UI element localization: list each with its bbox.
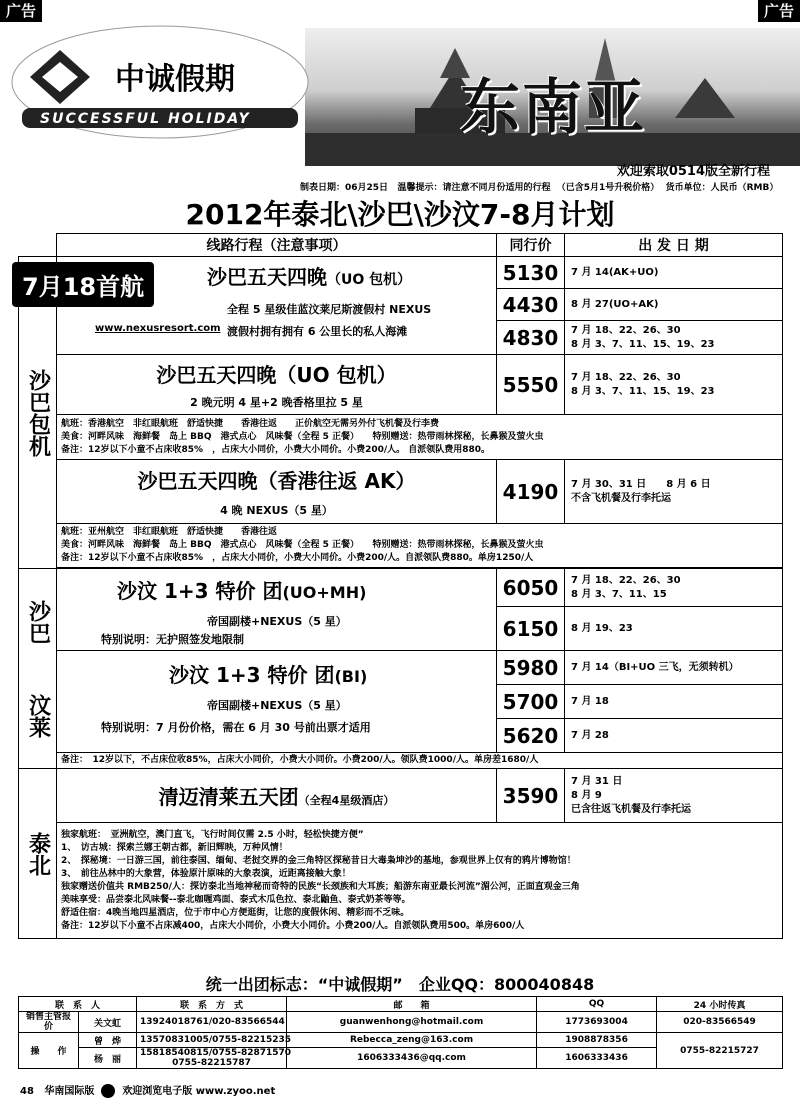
contact-col-fax: 24 小时传真 bbox=[657, 997, 783, 1012]
contact-email[interactable]: Rebecca_zeng@163.com bbox=[287, 1033, 537, 1048]
departure-dates: 7 月 14（BI+UO 三飞，无须转机） bbox=[565, 651, 783, 685]
meta-line bbox=[300, 180, 778, 193]
route-chiangmai bbox=[57, 769, 497, 823]
table-row bbox=[19, 415, 783, 460]
contact-qq: 1908878356 bbox=[537, 1033, 657, 1048]
brand-name-cn: 中诚假期 bbox=[115, 62, 235, 97]
route-title: 沙巴五天四晚（UO 包机） bbox=[156, 363, 397, 387]
route-title: 沙汶 1+3 特价 团 bbox=[117, 579, 283, 603]
contact-qq: 1773693004 bbox=[537, 1012, 657, 1033]
departure-dates: 7 月 30、31 日 8 月 6 日 不含飞机餐及行李托运 bbox=[565, 460, 783, 524]
notes: 独家航班： 亚洲航空，澳门直飞，飞行时间仅需 2.5 小时，轻松快捷方便” 1、 访古城：探索兰娜王朝古都，新旧辉映，万种风情！ 2、 探秘境：一日游三国，前往泰国、缅甸、老挝交界的金三角特区探秘昔日大毒枭坤沙的基地，参观世界上仅有的鸦片博物馆！ 3、 前往丛林中的大象营，体验原汁原味的大象表演，近距离接触大象！ 独家赠送价值共 RMB250/人：探访泰北当地神秘而奇特的民族“长颈族和大耳族；船游东南亚最长河流”湄公河，正面直观金三角 美味享受：品尝泰北风味餐--泰北咖喱鸡面、泰式木瓜色拉、泰北鼬鱼、泰式奶茶等等。 舒适住宿：4晚当地四星酒店，位于市中心方便逛街，让您的度假休闲、精彩而不乏味。 备注：12岁以下小童不占床减400，占床大小同价，小费大小同价。小费200/人。自派领队费用500。单房600/人 bbox=[57, 823, 783, 939]
contact-fax: 0755-82215727 bbox=[657, 1033, 783, 1069]
price: 5550 bbox=[497, 355, 565, 415]
special-note: 特别说明：无护照签发地限制 bbox=[101, 633, 244, 646]
departure-dates: 8 月 27(UO+AK) bbox=[565, 289, 783, 321]
contact-name: 曾 烨 bbox=[79, 1033, 137, 1048]
contact-row bbox=[19, 1033, 783, 1048]
page-number: 48 bbox=[20, 1086, 34, 1097]
route-detail: 渡假村拥有拥有 6 公里长的私人海滩 bbox=[227, 325, 408, 338]
meta-valid: （已含5月1号升税价格） bbox=[556, 183, 660, 193]
route-title: 沙汶 1+3 特价 团 bbox=[169, 663, 335, 687]
departure-dates: 7 月 18、22、26、30 8 月 3、7、11、15、19、23 bbox=[565, 355, 783, 415]
contact-qq: 1606333436 bbox=[537, 1048, 657, 1069]
header-route: 线路行程（注意事项） bbox=[57, 234, 497, 257]
table-row bbox=[19, 460, 783, 524]
route-detail: 帝国副楼+NEXUS（5 星） bbox=[207, 699, 347, 712]
contact-email[interactable]: guanwenhong@hotmail.com bbox=[287, 1012, 537, 1033]
price: 4190 bbox=[497, 460, 565, 524]
region-thai: 泰北 bbox=[19, 769, 57, 939]
route-title: 清迈清莱五天团 bbox=[158, 785, 299, 809]
notes: 航班：亚州航空 非红眼航班 舒适快捷 香港往返 美食：河畔风味 海鲜餐 岛上 BBQ 港式点心 风味餐（全程 5 正餐） 特别赠送：热带雨林探秘，长鼻猴及萤火虫 备注：12岁以下小童不占床收85% ，占床大小同价，小费大小同价。小费200/人。自派领队费880。单房1250/人 bbox=[57, 524, 783, 568]
paper-name: 华南国际版 bbox=[44, 1086, 95, 1097]
resort-url[interactable]: www.nexusresort.com bbox=[95, 323, 221, 334]
contact-col-phone: 联 系 方 式 bbox=[137, 997, 287, 1012]
table-row bbox=[19, 355, 783, 415]
contact-phone: 13924018761/020-83566544 bbox=[137, 1012, 287, 1033]
route-detail: 帝国副楼+NEXUS（5 星） bbox=[207, 615, 347, 628]
contact-header bbox=[19, 997, 783, 1012]
departure-dates: 7 月 31 日 8 月 9 已含往返飞机餐及行李托运 bbox=[565, 769, 783, 823]
notes: 航班：香港航空 非红眼航班 舒适快捷 香港往返 正价航空无需另外付飞机餐及行李费 美食：河畔风味 海鲜餐 岛上 BBQ 港式点心 风味餐（全程 5 正餐） 特别赠送：热带雨林探秘，长鼻猴及萤火虫 备注：12岁以下小童不占床收85% ，占床大小同价，小费大小同价。小费200/人。 自派领队费用880。 bbox=[57, 415, 783, 460]
page-footer bbox=[20, 1082, 275, 1098]
destination-title: 东南亚 bbox=[460, 73, 646, 143]
header bbox=[0, 0, 800, 200]
table-row bbox=[19, 769, 783, 823]
route-detail: 4 晚 NEXUS（5 星） bbox=[220, 504, 333, 517]
route-sabah-charter-2 bbox=[57, 355, 497, 415]
departure-dates: 7 月 18、22、26、30 8 月 3、7、11、15、19、23 bbox=[565, 321, 783, 355]
route-suffix: （UO 包机） bbox=[327, 272, 412, 288]
header-price: 同行价 bbox=[497, 234, 565, 257]
brand-name-en: SUCCESSFUL HOLIDAY bbox=[40, 111, 251, 127]
route-detail: 全程 5 星级佳蓝汶莱尼斯渡假村 NEXUS bbox=[227, 303, 432, 316]
table-row bbox=[19, 823, 783, 939]
contact-col-email: 邮 箱 bbox=[287, 997, 537, 1012]
contact-fax: 020-83566549 bbox=[657, 1012, 783, 1033]
price: 6050 bbox=[497, 569, 565, 607]
route-detail: 2 晚元明 4 星+2 晚香格里拉 5 星 bbox=[190, 396, 363, 409]
contact-role: 销售主管报 价 bbox=[19, 1012, 79, 1033]
route-title: 沙巴五天四晚 bbox=[207, 265, 327, 289]
paper-logo-icon bbox=[101, 1084, 115, 1098]
price: 5130 bbox=[497, 257, 565, 289]
price: 3590 bbox=[497, 769, 565, 823]
route-sabah-ak bbox=[57, 460, 497, 524]
route-suffix: （全程4星级酒店） bbox=[298, 794, 395, 807]
contact-phone: 15818540815/0755-82871570 0755-82215787 bbox=[137, 1048, 287, 1069]
welcome-text: 欢迎索取0514版全新行程 bbox=[616, 164, 770, 179]
departure-dates: 7 月 18 bbox=[565, 685, 783, 719]
brand-logo bbox=[10, 22, 310, 142]
contact-col-person: 联 系 人 bbox=[19, 997, 137, 1012]
departure-dates: 7 月 18、22、26、30 8 月 3、7、11、15 bbox=[565, 569, 783, 607]
price: 6150 bbox=[497, 607, 565, 651]
slogan: 统一出团标志：“中诚假期” 企业QQ：800040848 bbox=[205, 975, 595, 994]
header-dates: 出 发 日 期 bbox=[565, 234, 783, 257]
region-sarawak: 沙巴 汶莱 bbox=[19, 569, 57, 769]
route-sarawak-uo bbox=[57, 569, 497, 651]
table-row bbox=[19, 524, 783, 568]
notes: 备注： 12岁以下，不占床位收85%，占床大小同价，小费大小同价。小费200/人。领队费1000/人。单房差1680/人 bbox=[57, 753, 783, 769]
contact-name: 关文虹 bbox=[79, 1012, 137, 1033]
contact-name: 杨 丽 bbox=[79, 1048, 137, 1069]
contact-col-qq: QQ bbox=[537, 997, 657, 1012]
meta-date: 制表日期：06月25日 bbox=[300, 183, 389, 193]
contact-email[interactable]: 1606333436@qq.com bbox=[287, 1048, 537, 1069]
contact-phone: 13570831005/0755-82215235 bbox=[137, 1033, 287, 1048]
meta-tip: 温馨提示：请注意不同月份适用的行程 bbox=[397, 183, 551, 193]
route-sarawak-bi bbox=[57, 651, 497, 753]
contact-role: 操 作 bbox=[19, 1033, 79, 1069]
contact-table bbox=[18, 996, 783, 1069]
route-suffix: (UO+MH) bbox=[282, 583, 367, 602]
page-title: 2012年泰北\沙巴\沙汶7-8月计划 bbox=[185, 198, 615, 231]
special-note: 特别说明：7 月份价格，需在 6 月 30 号前出票才适用 bbox=[101, 721, 371, 734]
table-header bbox=[19, 234, 783, 257]
meta-currency: 货币单位：人民币（RMB） bbox=[665, 183, 779, 193]
price: 5620 bbox=[497, 719, 565, 753]
contact-row bbox=[19, 1012, 783, 1033]
ad-label-left: 广告 bbox=[0, 0, 42, 22]
price: 4430 bbox=[497, 289, 565, 321]
departure-dates: 7 月 14(AK+UO) bbox=[565, 257, 783, 289]
table-row bbox=[19, 569, 783, 607]
table-row bbox=[19, 753, 783, 769]
price: 4830 bbox=[497, 321, 565, 355]
table-row bbox=[19, 651, 783, 685]
first-flight-badge: 7月18首航 bbox=[12, 262, 154, 307]
price: 5700 bbox=[497, 685, 565, 719]
price: 5980 bbox=[497, 651, 565, 685]
itinerary-table bbox=[18, 233, 783, 939]
route-suffix: (BI) bbox=[334, 667, 368, 686]
departure-dates: 7 月 28 bbox=[565, 719, 783, 753]
region-sabah: 沙巴包机 bbox=[19, 257, 57, 569]
footer-tail: 欢迎浏览电子版 www.zyoo.net bbox=[122, 1086, 276, 1097]
departure-dates: 8 月 19、23 bbox=[565, 607, 783, 651]
route-title: 沙巴五天四晚（香港往返 AK） bbox=[137, 469, 416, 493]
ad-label-right: 广告 bbox=[758, 0, 800, 22]
